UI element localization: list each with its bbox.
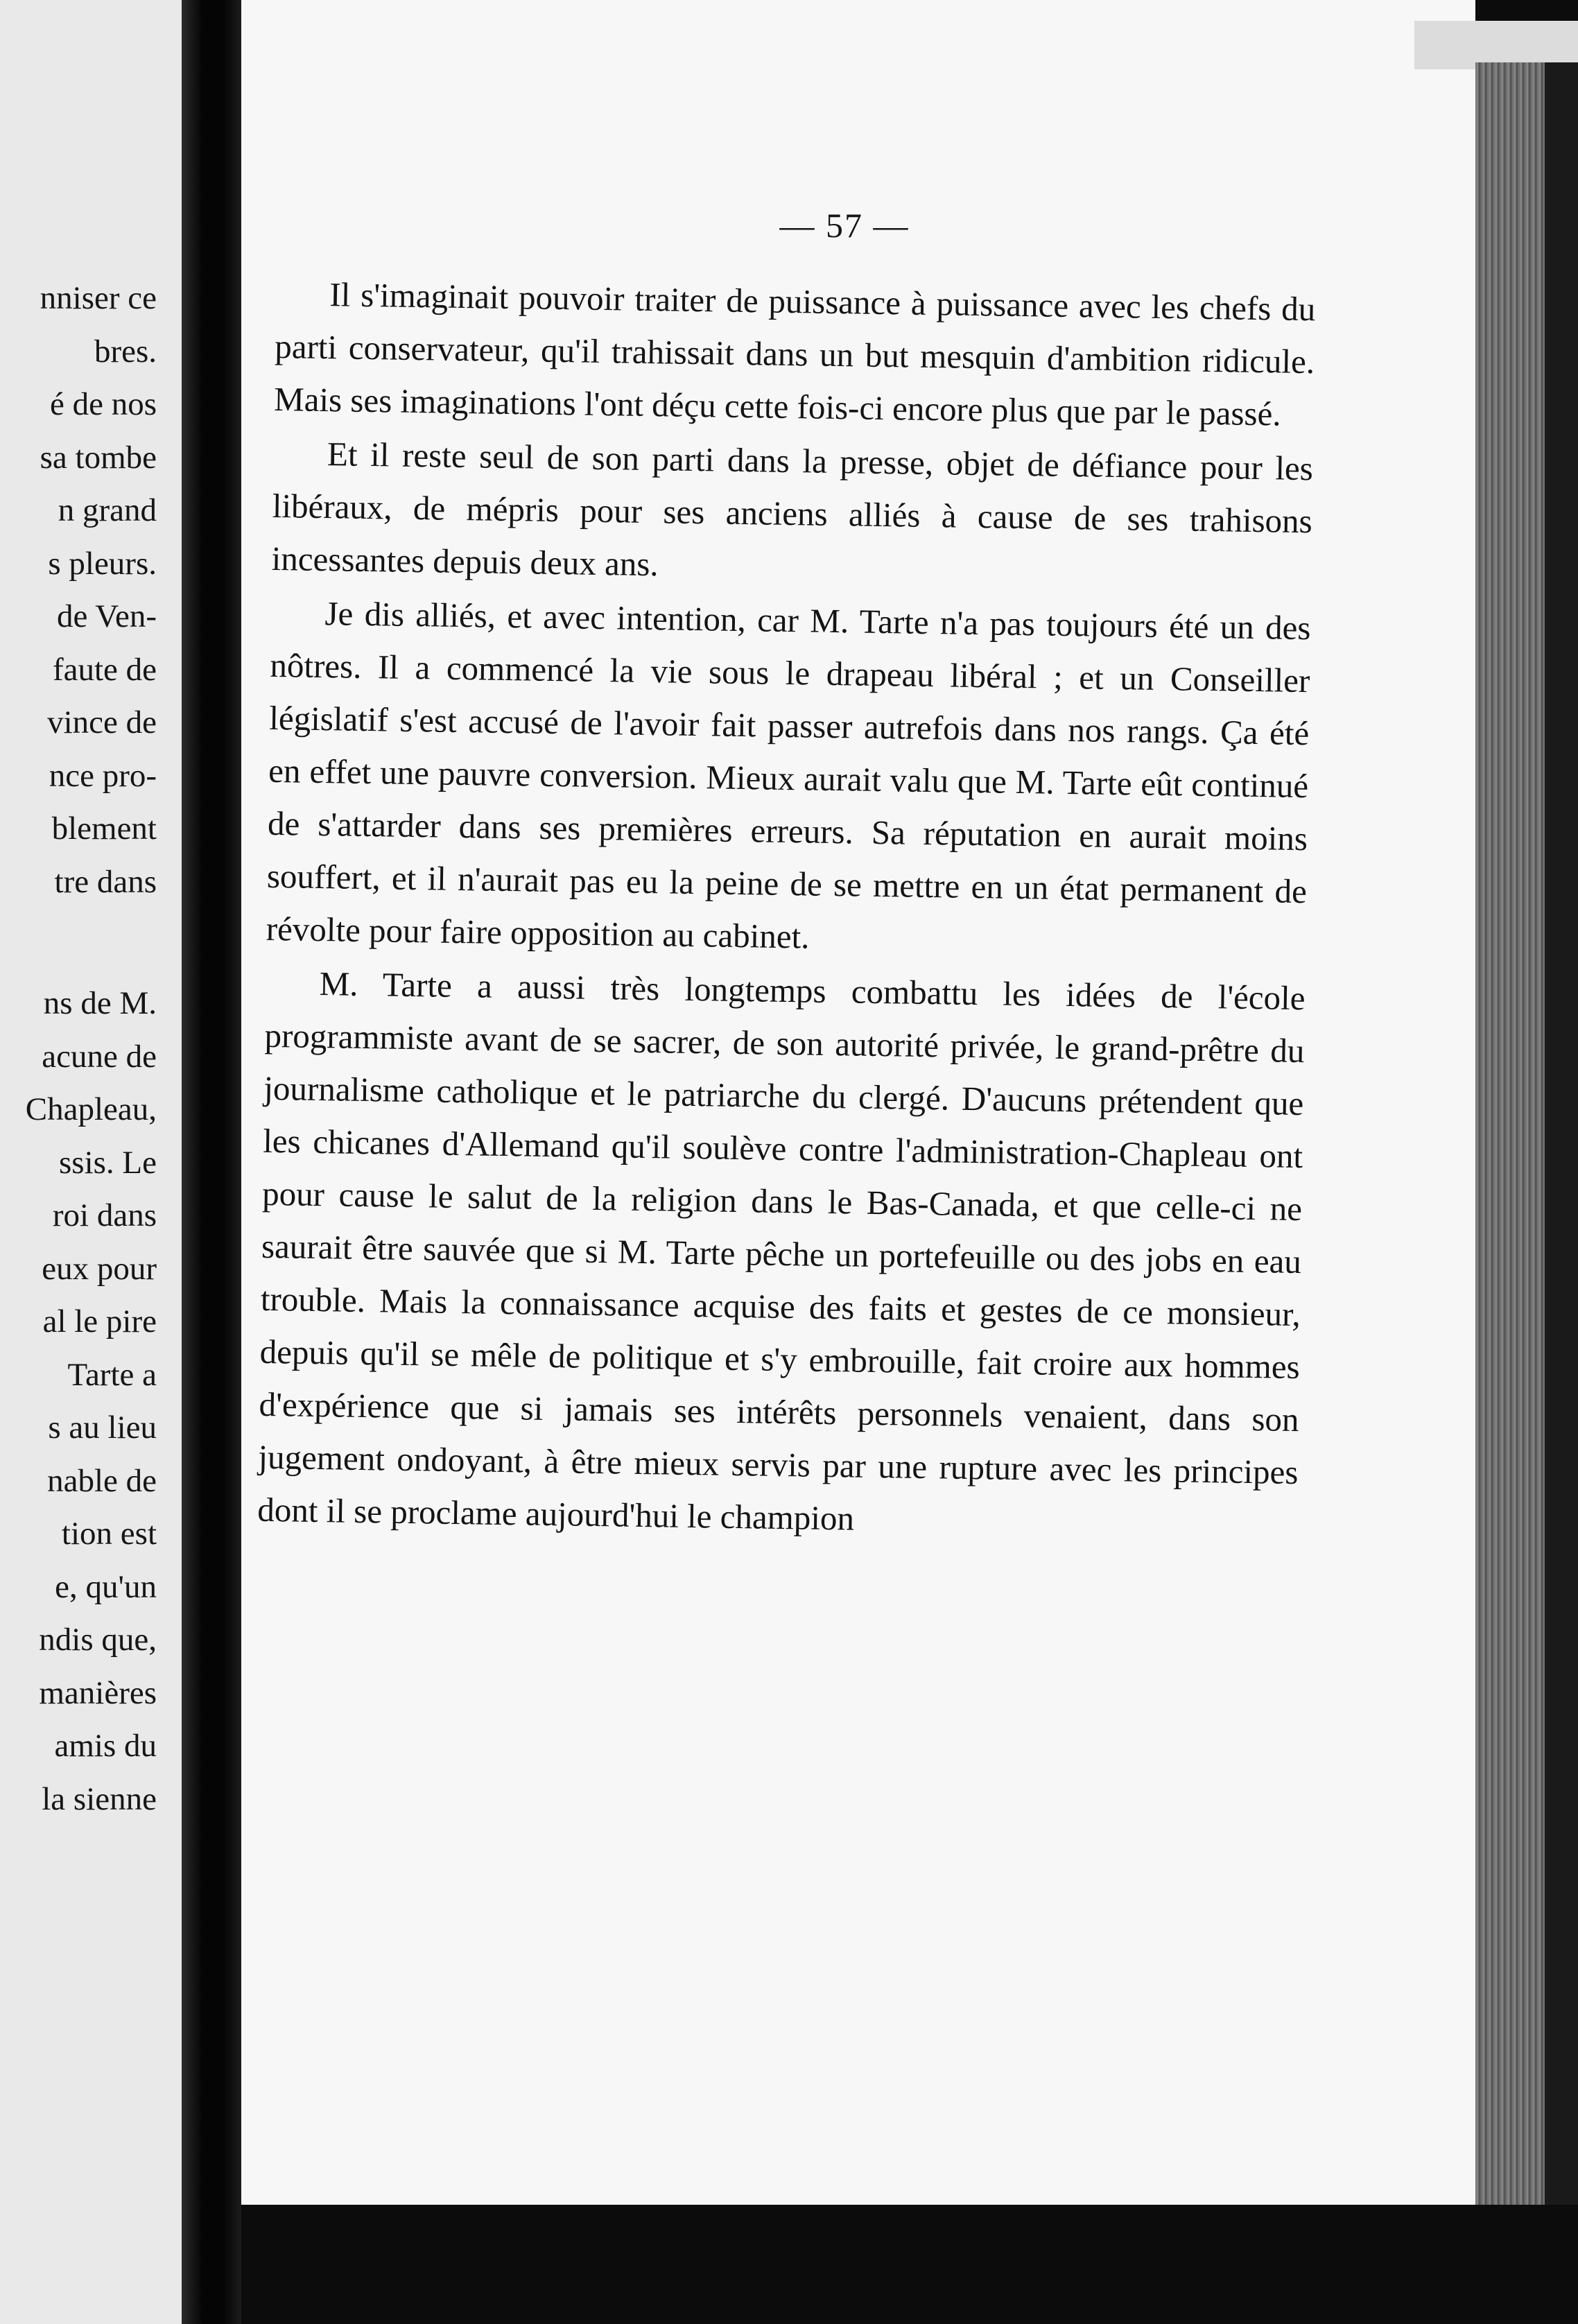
left-line: roi dans	[52, 1197, 157, 1233]
left-line: sa tombe	[40, 439, 157, 476]
left-line: faute de	[52, 651, 157, 688]
body-text	[257, 268, 1316, 1552]
left-line: tion est	[61, 1516, 157, 1552]
left-line: ssis. Le	[59, 1144, 157, 1181]
left-line: de Ven-	[56, 598, 157, 634]
left-line: tre dans	[54, 863, 157, 900]
left-line: blement	[51, 810, 157, 847]
paragraph: Je dis alliés, et avec intention, car M. Tarte n'a pas toujours été un des nôtres. Il a commencé la vie sous le drapeau libéral ; et un Conseiller législatif s'est accusé de l'avoir fait passer autrefois dans nos rangs. Ça été en effet une pauvre conversion. Mieux aurait valu que M. Tarte eût continué de s'attarder dans ses premières erreurs. Sa réputation en aurait moins souffert, et il n'aurait pas eu la peine de se mettre en un état permanent de révolte pour faire opposition au cabinet.	[266, 594, 1311, 956]
book-gutter	[182, 0, 241, 2324]
left-line: e, qu'un	[55, 1568, 157, 1605]
left-line: nce pro-	[49, 757, 157, 794]
left-line: eux pour	[42, 1250, 157, 1287]
left-page-text	[0, 272, 157, 1826]
left-line: ns de M.	[43, 985, 157, 1021]
left-line: al le pire	[42, 1303, 157, 1339]
left-line: s pleurs.	[48, 545, 157, 582]
page-number: — 57 —	[779, 206, 910, 245]
page-stack-edge	[1475, 62, 1545, 2205]
left-line: manières	[39, 1674, 157, 1711]
left-line: ndis que,	[39, 1622, 157, 1658]
left-line: é de nos	[49, 386, 157, 422]
bottom-shadow	[241, 2205, 1578, 2324]
left-line-gap	[0, 908, 157, 977]
left-line: Tarte a	[67, 1356, 157, 1393]
left-page-fragment	[0, 0, 182, 2324]
main-page	[241, 0, 1475, 2324]
left-line: s au lieu	[48, 1410, 157, 1446]
left-line: bres.	[94, 333, 157, 370]
left-line: amis du	[54, 1728, 157, 1764]
paragraph: Et il reste seul de son parti dans la presse, objet de défiance pour les libéraux, de mépris pour ses anciens alliés à cause de ses trahisons incessantes depuis deux ans.	[271, 435, 1314, 584]
left-line: acune de	[42, 1038, 157, 1075]
paragraph: Il s'imaginait pouvoir traiter de puissance à puissance avec les chefs du parti conservateur, qu'il trahissait dans un but mesquin d'ambition ridicule. Mais ses imaginations l'ont déçu cette fois-ci encore plus que par le passé.	[273, 275, 1316, 433]
left-line: vince de	[47, 704, 157, 740]
page-edge-shadow	[1545, 62, 1578, 2205]
left-line: Chapleau,	[25, 1091, 157, 1127]
paragraph: M. Tarte a aussi très longtemps combattu les idées de l'école programmiste avant de se sacrer, de son autorité privée, le grand-prêtre du journalisme catholique et le patriarche du clergé. D'aucuns prétendent que les chicanes d'Allemand qu'il soulève contre l'administration-Chapleau ont pour cause le salut de la religion dans le Bas-Canada, et que celle-ci ne saurait être sauvée que si M. Tarte pêche un portefeuille ou des jobs en eau trouble. Mais la connaissance acquise des faits et gestes de ce monsieur, depuis qu'il se mêle de politique et s'y embrouille, fait croire aux hommes d'expérience que si jamais ses intérêts personnels venaient, dans son jugement ondoyant, à être mieux servis par une rupture avec les principes dont il se proclame aujourd'hui le champion	[257, 964, 1306, 1538]
left-line: nable de	[47, 1462, 157, 1499]
left-line: la sienne	[42, 1780, 157, 1817]
left-line: n grand	[58, 492, 157, 528]
left-line: nniser ce	[40, 280, 157, 316]
